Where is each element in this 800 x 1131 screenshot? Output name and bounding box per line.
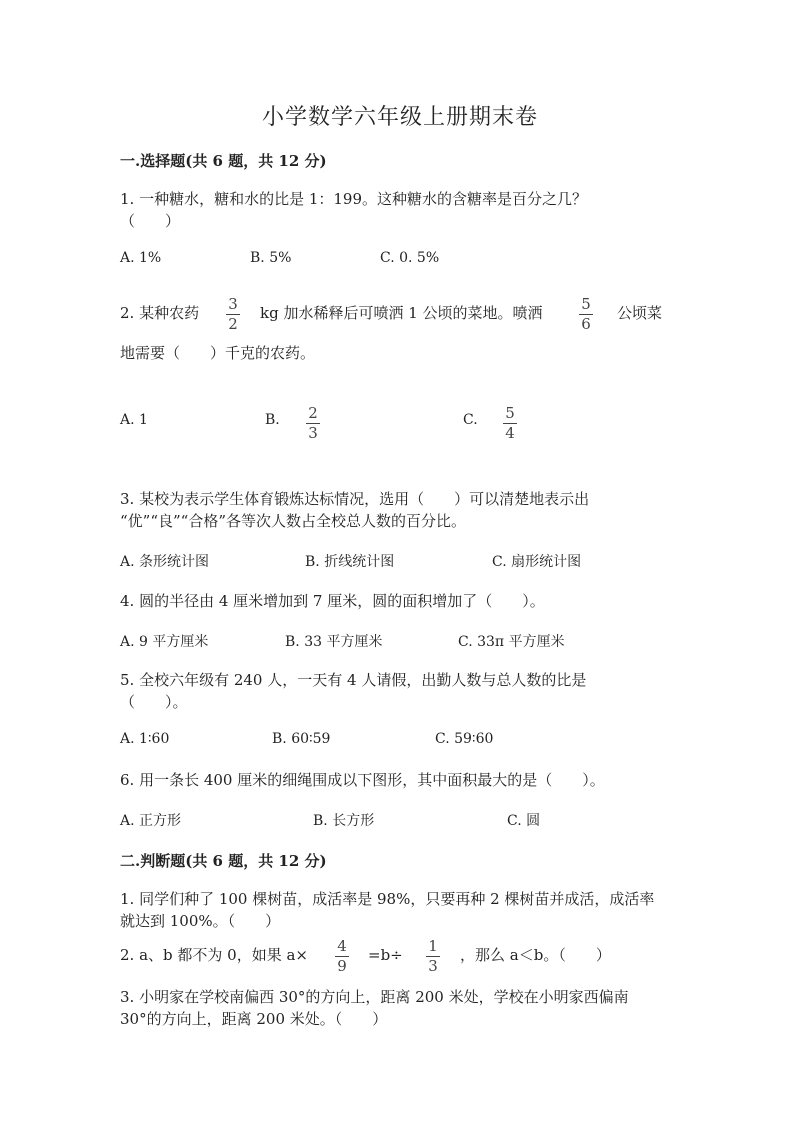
question-1-blank: （ ） [120,212,181,230]
question-2-text-end: 公顷菜 [617,304,663,322]
question-2-option-b: B. [265,412,280,428]
fraction-numerator: 5 [581,295,591,313]
question-2-option-c: C. [463,412,478,428]
fraction-denominator: 3 [428,957,438,975]
question-3-text-line2: “优”“良”“合格”各等次人数占全校总人数的百分比。 [120,512,467,530]
question-5-option-a: A. 1∶60 [120,731,170,747]
fraction-denominator: 2 [228,315,238,333]
judgment-2-text-end: ，那么 a＜b。（ ） [460,946,611,964]
question-5-text: 5. 全校六年级有 240 人，一天有 4 人请假，出勤人数与总人数的比是 [120,671,587,689]
judgment-3-text-line2: 30°的方向上，距离 200 米处。（ ） [120,1010,388,1028]
fraction-five-sixths [579,296,593,333]
question-5-blank: （ ）。 [120,693,188,711]
question-6-option-b: B. 长方形 [313,813,375,829]
fraction-numerator: 5 [505,404,515,422]
question-1-option-b: B. 5% [250,250,292,266]
judgment-1-text-line2: 就达到 100%。（ ） [120,912,281,930]
fraction-denominator: 6 [581,315,591,333]
section-heading-judgment: 二.判断题(共 6 题，共 12 分) [120,852,327,870]
question-1-text: 1. 一种糖水，糖和水的比是 1：199。这种糖水的含糖率是百分之几？ [120,190,588,208]
question-6-text: 6. 用一条长 400 厘米的细绳围成以下图形，其中面积最大的是（ ）。 [120,771,605,789]
question-5-option-b: B. 60∶59 [272,731,331,747]
question-3-text: 3. 某校为表示学生体育锻炼达标情况，选用（ ）可以清楚地表示出 [120,490,590,508]
question-3-option-b: B. 折线统计图 [305,554,395,570]
fraction-denominator: 9 [337,957,347,975]
judgment-2-text-middle: =b÷ [368,946,403,964]
question-2-text-middle: kg 加水稀释后可喷洒 1 公顷的菜地。喷洒 [260,304,543,322]
fraction-denominator: 4 [505,424,515,442]
question-4-option-c: C. 33π 平方厘米 [458,634,565,650]
fraction-one-third [426,938,440,975]
fraction-three-halves [226,296,240,333]
question-3-option-c: C. 扇形统计图 [492,554,582,570]
question-2-text-line2: 地需要（ ）千克的农药。 [120,344,316,362]
judgment-3-text: 3. 小明家在学校南偏西 30°的方向上，距离 200 米处，学校在小明家西偏南 [120,988,629,1006]
question-4-text: 4. 圆的半径由 4 厘米增加到 7 厘米，圆的面积增加了（ ）。 [120,592,545,610]
question-5-option-c: C. 59∶60 [435,731,494,747]
question-4-option-b: B. 33 平方厘米 [285,634,383,650]
fraction-numerator: 1 [428,937,438,955]
fraction-numerator: 3 [228,295,238,313]
question-2-option-a: A. 1 [120,412,148,428]
question-1-option-c: C. 0. 5% [380,250,440,266]
question-4-option-a: A. 9 平方厘米 [120,634,209,650]
fraction-four-ninths [335,938,349,975]
judgment-2-text-start: 2. a、b 都不为 0，如果 a× [120,946,308,964]
question-6-option-a: A. 正方形 [120,813,182,829]
question-1-option-a: A. 1% [120,250,162,266]
question-3-option-a: A. 条形统计图 [120,554,210,570]
fraction-two-thirds [306,405,320,442]
fraction-five-fourths [503,405,517,442]
fraction-denominator: 3 [308,424,318,442]
judgment-1-text: 1. 同学们种了 100 棵树苗，成活率是 98%，只要再种 2 棵树苗并成活，成活率 [120,890,655,908]
section-heading-choice: 一.选择题(共 6 题，共 12 分) [120,152,327,170]
question-2-text-start: 2. 某种农药 [120,304,200,322]
fraction-numerator: 4 [337,937,347,955]
question-6-option-c: C. 圆 [507,813,541,829]
page-title: 小学数学六年级上册期末卷 [261,105,538,130]
fraction-numerator: 2 [308,404,318,422]
